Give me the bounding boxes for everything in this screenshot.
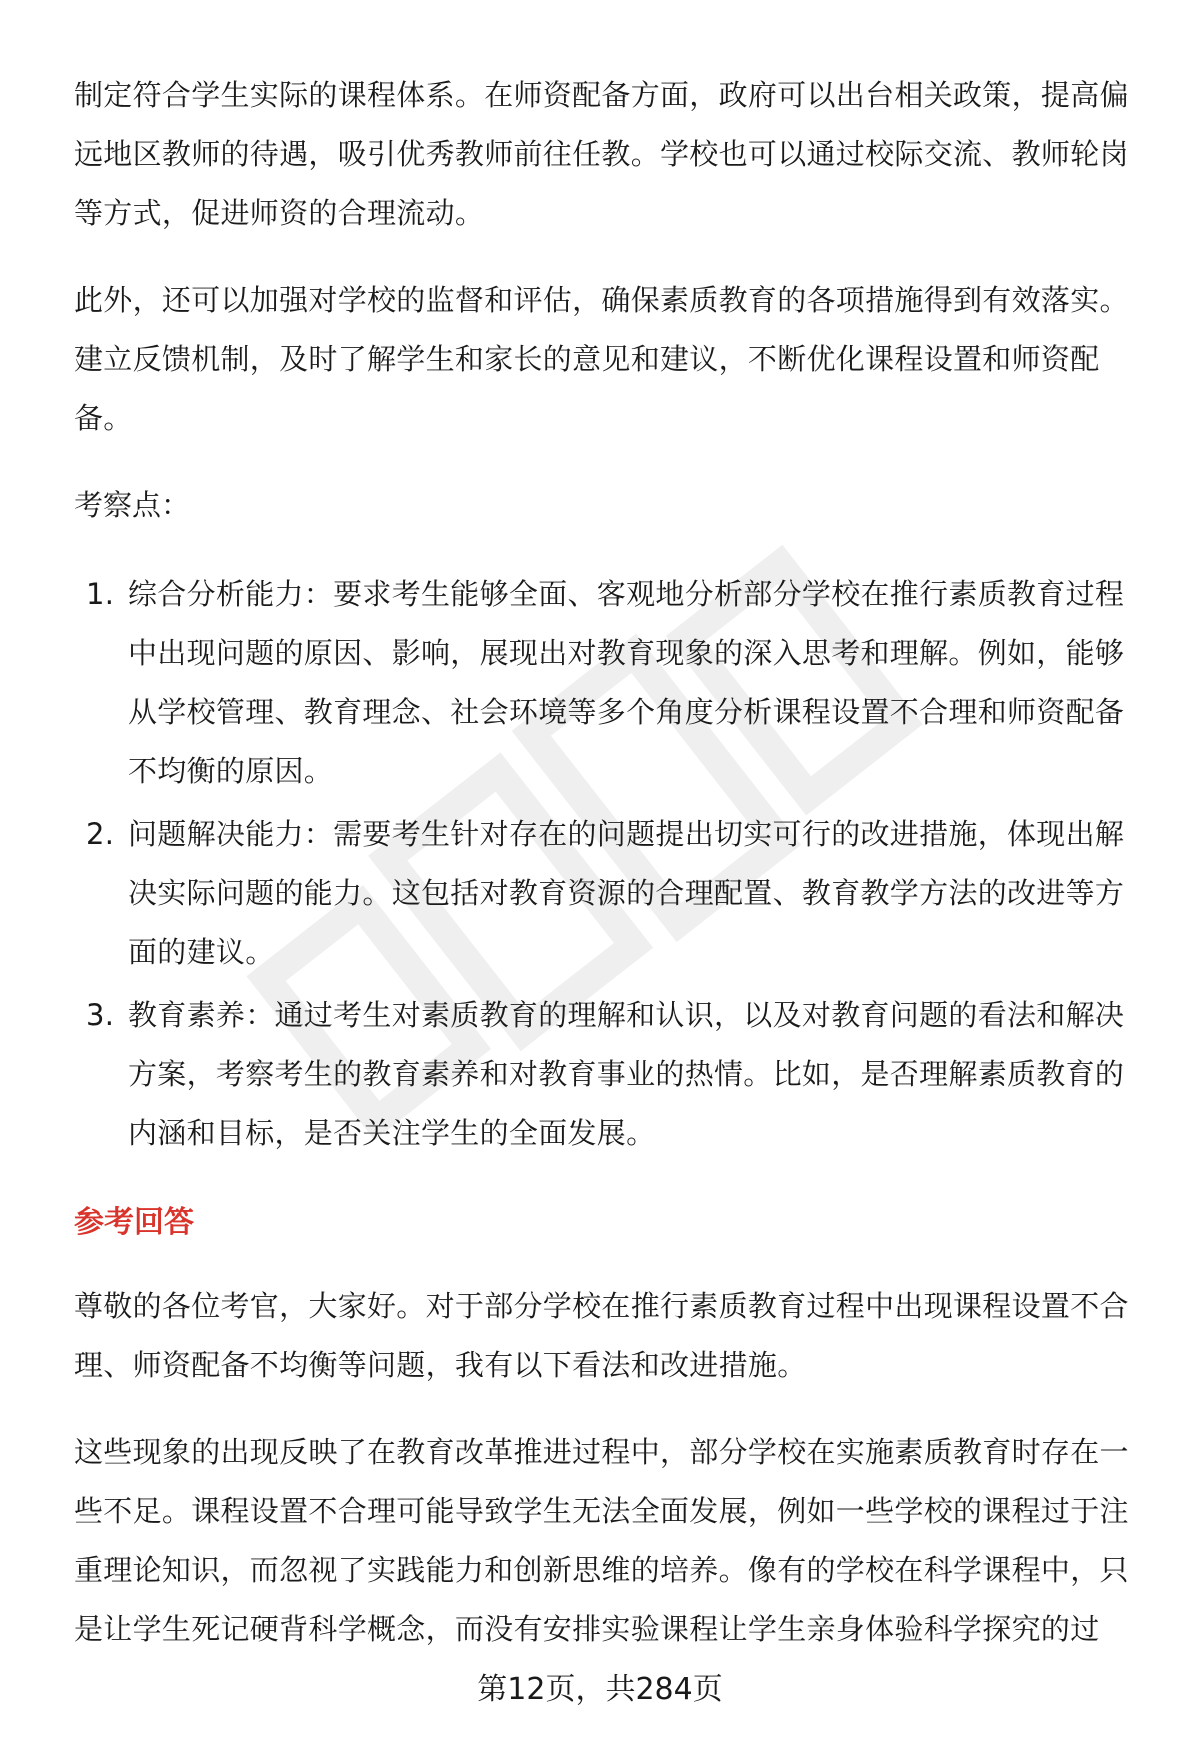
- list-item: [74, 805, 1146, 982]
- list-item-number: 3.: [86, 998, 115, 1032]
- paragraph-teacher-allocation: 制定符合学生实际的课程体系。在师资配备方面，政府可以出台相关政策，提高偏远地区教师的待遇，吸引优秀教师前往任教。学校也可以通过校际交流、教师轮岗等方式，促进师资的合理流动。: [74, 78, 1129, 230]
- list-item-number: 1.: [86, 577, 115, 611]
- page-number: 第12页，共284页: [477, 1672, 723, 1707]
- page-content: [74, 66, 1146, 1687]
- paragraph-greeting: 尊敬的各位考官，大家好。对于部分学校在推行素质教育过程中出现课程设置不合理、师资配备不均衡等问题，我有以下看法和改进措施。: [74, 1289, 1129, 1382]
- assessment-label: 考察点：: [74, 488, 191, 522]
- list-item-number: 2.: [86, 817, 115, 851]
- list-item-text: 教育素养：通过考生对素质教育的理解和认识，以及对教育问题的看法和解决方案，考察考生的教育素养和对教育事业的热情。比如，是否理解素质教育的内涵和目标，是否关注学生的全面发展。: [128, 998, 1125, 1150]
- list-item-text: 综合分析能力：要求考生能够全面、客观地分析部分学校在推行素质教育过程中出现问题的原因、影响，展现出对教育现象的深入思考和理解。例如，能够从学校管理、教育理念、社会环境等多个角度分析课程设置不合理和师资配备不均衡的原因。: [128, 577, 1125, 788]
- reference-answer-heading: 参考回答: [74, 1205, 194, 1240]
- paragraph-analysis: 这些现象的出现反映了在教育改革推进过程中，部分学校在实施素质教育时存在一些不足。课程设置不合理可能导致学生无法全面发展，例如一些学校的课程过于注重理论知识，而忽视了实践能力和创新思维的培养。像有的学校在科学课程中，只是让学生死记硬背科学概念，而没有安排实验课程让学生亲身体验科学探究的过: [74, 1435, 1129, 1646]
- assessment-points-list: [74, 565, 1146, 1163]
- list-item-text: 问题解决能力：需要考生针对存在的问题提出切实可行的改进措施，体现出解决实际问题的能力。这包括对教育资源的合理配置、教育教学方法的改进等方面的建议。: [128, 817, 1125, 969]
- list-item: [74, 986, 1146, 1163]
- paragraph-supervision: 此外，还可以加强对学校的监督和评估，确保素质教育的各项措施得到有效落实。建立反馈机制，及时了解学生和家长的意见和建议，不断优化课程设置和师资配备。: [74, 283, 1129, 435]
- list-item: [74, 565, 1146, 801]
